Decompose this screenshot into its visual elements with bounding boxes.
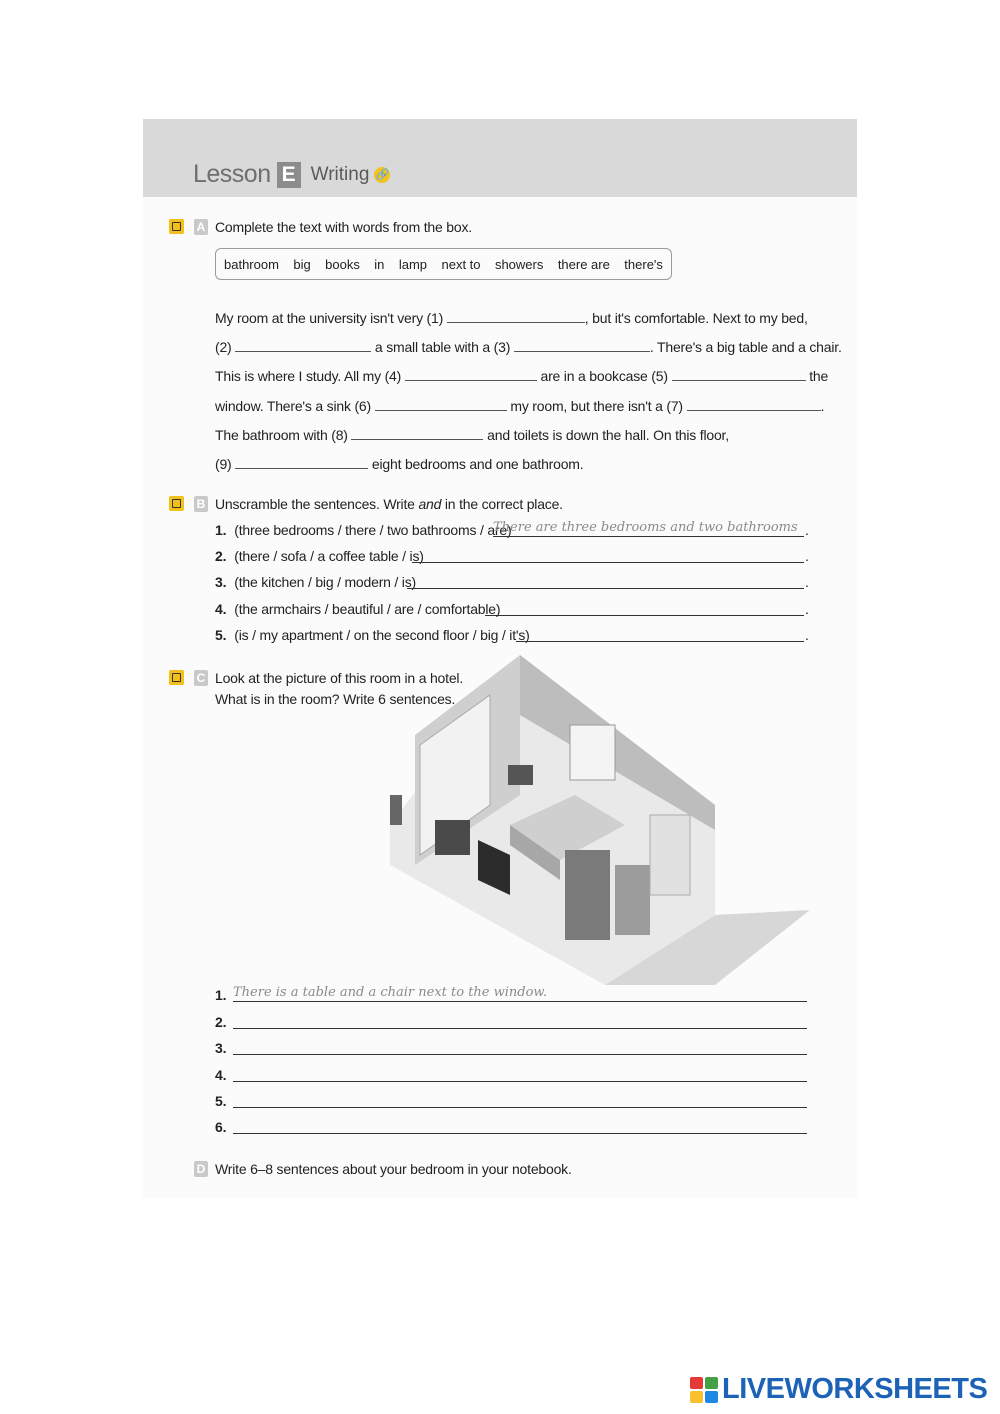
blank-5[interactable] xyxy=(672,366,806,381)
word-box-item: next to xyxy=(441,256,481,272)
logo-icon xyxy=(690,1377,718,1403)
sentence-item xyxy=(215,1067,234,1083)
item-number: 3. xyxy=(215,1040,227,1056)
blank-6[interactable] xyxy=(375,396,507,411)
unscramble-item xyxy=(215,601,500,617)
word-box-item: in xyxy=(374,256,385,272)
instruction-text: in the correct place. xyxy=(441,496,563,512)
text-segment: This is where I study. All my (4) xyxy=(215,368,402,384)
period: . xyxy=(805,574,809,590)
text-segment: My room at the university isn't very (1) xyxy=(215,310,444,326)
instruction-emphasis: and xyxy=(418,496,442,512)
edit-icon xyxy=(169,670,184,685)
hotel-room-illustration xyxy=(380,655,820,985)
item-number: 2. xyxy=(215,548,227,564)
unscramble-item xyxy=(215,574,416,590)
item-number: 3. xyxy=(215,574,227,590)
word-box-item: showers xyxy=(494,256,544,272)
text-line-6 xyxy=(215,454,583,472)
lesson-subtitle: Writing xyxy=(310,163,370,185)
liveworksheets-logo[interactable] xyxy=(690,1373,987,1406)
word-box-item: there are xyxy=(557,256,610,272)
brand-text: LIVEWORKSHEETS xyxy=(722,1373,988,1405)
text-line-2 xyxy=(215,337,842,355)
item-prompt: (there / sofa / a coffee table / is) xyxy=(234,548,424,564)
section-a-letter: A xyxy=(194,219,208,235)
text-segment: and toilets is down the hall. On this floor, xyxy=(487,427,729,443)
text-line-1 xyxy=(215,308,808,326)
text-segment: the xyxy=(809,368,829,384)
item-prompt: (the kitchen / big / modern / is) xyxy=(234,574,416,590)
section-c-letter: C xyxy=(194,670,208,686)
item-number: 4. xyxy=(215,601,227,617)
section-b-letter: B xyxy=(194,496,208,512)
text-line-3 xyxy=(215,366,828,384)
period: . xyxy=(805,601,809,617)
item-prompt: (the armchairs / beautiful / are / comfortable) xyxy=(234,601,501,617)
item-number: 6. xyxy=(215,1119,227,1135)
section-b-instruction xyxy=(215,496,563,512)
sentence-item xyxy=(215,1040,234,1056)
text-segment: The bathroom with (8) xyxy=(215,427,348,443)
item-prompt: (three bedrooms / there / two bathrooms / are) xyxy=(234,522,512,538)
answer-line[interactable] xyxy=(485,601,804,616)
lesson-title xyxy=(193,160,390,189)
edit-icon xyxy=(169,219,184,234)
instruction-text: Unscramble the sentences. Write xyxy=(215,496,419,512)
word-box-item: bathroom xyxy=(224,256,279,272)
answer-line[interactable] xyxy=(233,1014,807,1029)
word-box-item: books xyxy=(325,256,360,272)
item-number: 5. xyxy=(215,627,227,643)
section-d-instruction: Write 6–8 sentences about your bedroom in your notebook. xyxy=(215,1161,572,1177)
text-line-4 xyxy=(215,396,824,414)
blank-3[interactable] xyxy=(514,337,650,352)
lesson-word: Lesson xyxy=(193,160,271,188)
word-box xyxy=(215,248,672,280)
item-number: 5. xyxy=(215,1093,227,1109)
text-segment: are in a bookcase (5) xyxy=(540,368,668,384)
answer-line[interactable] xyxy=(493,522,804,537)
word-box-item: lamp xyxy=(398,256,428,272)
blank-8[interactable] xyxy=(351,425,483,440)
section-c-instruction-1: Look at the picture of this room in a hotel. xyxy=(215,670,464,686)
text-segment: eight bedrooms and one bathroom. xyxy=(371,456,584,472)
word-box-item: there's xyxy=(624,256,663,272)
link-icon[interactable]: 🔗 xyxy=(375,168,390,181)
text-segment: (2) xyxy=(215,339,232,355)
blank-9[interactable] xyxy=(235,454,368,469)
lesson-letter: E xyxy=(277,162,301,188)
text-segment: . There's a big table and a chair. xyxy=(649,339,842,355)
answer-line[interactable] xyxy=(233,1119,807,1134)
period: . xyxy=(805,548,809,564)
unscramble-item xyxy=(215,548,424,564)
answer-line[interactable] xyxy=(516,627,804,642)
answer-text[interactable]: There is a table and a chair next to the window. xyxy=(233,985,548,1000)
sentence-item xyxy=(215,1093,234,1109)
text-line-5 xyxy=(215,425,729,443)
answer-line[interactable] xyxy=(233,1093,807,1108)
text-segment: , but it's comfortable. Next to my bed, xyxy=(584,310,808,326)
text-segment: (9) xyxy=(215,456,232,472)
item-number: 1. xyxy=(215,987,227,1003)
item-number: 1. xyxy=(215,522,227,538)
blank-1[interactable] xyxy=(447,308,585,323)
unscramble-item xyxy=(215,627,530,643)
text-segment: window. There's a sink (6) xyxy=(215,398,371,414)
edit-icon xyxy=(169,496,184,511)
answer-line[interactable] xyxy=(412,548,804,563)
item-number: 2. xyxy=(215,1014,227,1030)
word-box-item: big xyxy=(293,256,311,272)
blank-7[interactable] xyxy=(687,396,821,411)
item-number: 4. xyxy=(215,1067,227,1083)
sentence-item xyxy=(215,987,234,1003)
period: . xyxy=(805,627,809,643)
sentence-item xyxy=(215,1119,234,1135)
text-segment: a small table with a (3) xyxy=(374,339,511,355)
sentence-item xyxy=(215,1014,234,1030)
answer-line[interactable] xyxy=(407,574,804,589)
period: . xyxy=(805,522,809,538)
blank-2[interactable] xyxy=(235,337,371,352)
answer-text[interactable]: There are three bedrooms and two bathrooms xyxy=(493,520,798,535)
text-segment: . xyxy=(820,398,825,414)
text-segment: my room, but there isn't a (7) xyxy=(510,398,683,414)
section-d-letter: D xyxy=(194,1161,208,1177)
item-prompt: (is / my apartment / on the second floor / big / it's) xyxy=(234,627,530,643)
answer-line[interactable] xyxy=(233,987,807,1002)
blank-4[interactable] xyxy=(405,366,537,381)
unscramble-item xyxy=(215,522,511,538)
answer-line[interactable] xyxy=(233,1067,807,1082)
section-a-instruction: Complete the text with words from the box. xyxy=(215,219,472,235)
answer-line[interactable] xyxy=(233,1040,807,1055)
section-c-instruction-2: What is in the room? Write 6 sentences. xyxy=(215,691,456,707)
